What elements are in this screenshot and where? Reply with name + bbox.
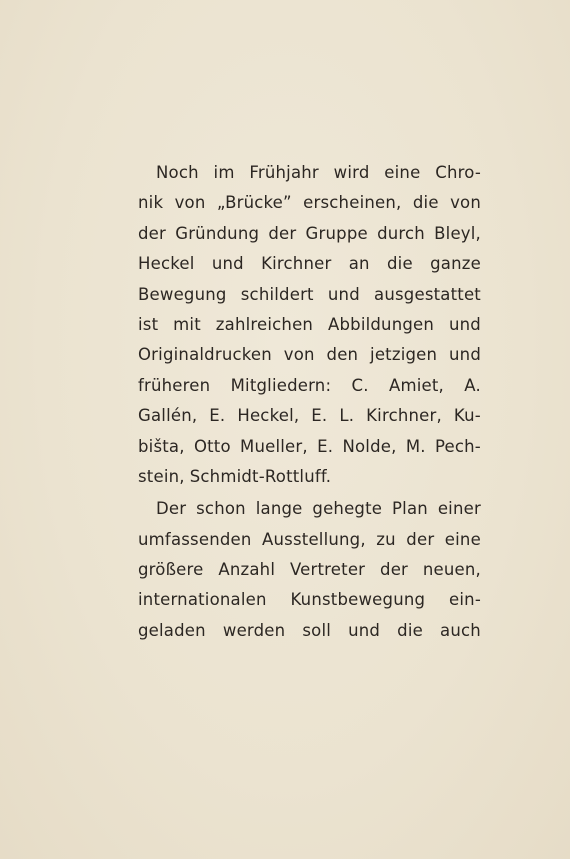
word: internationalen (138, 590, 267, 610)
word: E. (317, 436, 334, 456)
word: geladen (138, 620, 206, 640)
word: der (268, 223, 297, 243)
word: Anzahl (218, 560, 276, 580)
word: von (283, 345, 315, 365)
word: bišta, (138, 436, 185, 456)
word: Originaldrucken (138, 345, 272, 365)
text-line (138, 280, 481, 310)
word: Gründung (175, 223, 260, 243)
word: die (397, 620, 423, 640)
word: der (380, 560, 409, 580)
paragraph-1 (138, 158, 481, 492)
word: E. (209, 406, 226, 426)
word: Kirchner (261, 254, 332, 274)
word: Gallén, (138, 406, 198, 426)
word: Kirchner, (366, 406, 442, 426)
text-line (138, 249, 481, 279)
word: Heckel, (237, 406, 300, 426)
word: gehegte (312, 499, 383, 519)
word: schildert (240, 284, 314, 304)
word: stein, (138, 466, 185, 486)
word: neuen, (422, 560, 481, 580)
paragraph-2 (138, 494, 481, 646)
word: A. (464, 375, 481, 395)
word: Bewegung (138, 284, 227, 304)
word: wird (333, 163, 370, 182)
word: Plan (392, 499, 428, 519)
word: die (412, 193, 439, 213)
word: von (450, 193, 481, 213)
word: werden (222, 620, 286, 640)
word: Vertreter (289, 560, 366, 580)
text-line (138, 616, 481, 646)
word: eine (444, 529, 481, 549)
word: Mitgliedern: (230, 375, 332, 395)
word: zahlreichen (215, 314, 314, 334)
text-line (138, 340, 481, 370)
word: „Brücke” (216, 193, 292, 213)
text-line (138, 219, 481, 249)
word: ein- (449, 590, 481, 610)
word: Noch (156, 163, 199, 182)
word: im (213, 163, 235, 182)
body-text (138, 158, 481, 646)
word: L. (339, 406, 355, 426)
word: Amiet, (388, 375, 444, 395)
text-line (138, 585, 481, 615)
word: Abbildungen (327, 314, 435, 334)
word: eine (384, 163, 421, 182)
word: einer (437, 499, 481, 519)
word: Heckel (138, 254, 195, 274)
word: zu (376, 529, 396, 549)
word: jetzigen (370, 345, 438, 365)
word: und (327, 284, 360, 304)
word: C. (351, 375, 369, 395)
word: und (348, 620, 381, 640)
word: Ausstellung, (262, 529, 366, 549)
word: lange (255, 499, 303, 519)
word: größere (138, 560, 204, 580)
word: Otto (193, 436, 231, 456)
text-line (138, 432, 481, 462)
word: M. (405, 436, 426, 456)
text-line (138, 188, 481, 218)
text-line (138, 401, 481, 431)
text-line (138, 371, 481, 401)
text-line (138, 310, 481, 340)
word: und (211, 254, 244, 274)
word: Gruppe (305, 223, 368, 243)
word: Schmidt-Rottluff. (189, 466, 332, 486)
word: Ku- (453, 406, 481, 426)
word: früheren (138, 375, 211, 395)
word: und (449, 345, 481, 365)
word: der (138, 223, 167, 243)
word: Frühjahr (249, 163, 319, 182)
word: E. (311, 406, 328, 426)
word: ausgestattet (374, 284, 481, 304)
word: der (406, 529, 435, 549)
text-line (138, 462, 481, 492)
word: Mueller, (240, 436, 308, 456)
word: Nolde, (342, 436, 397, 456)
word: auch (440, 620, 481, 640)
word: schon (196, 499, 246, 519)
word: Bleyl, (434, 223, 481, 243)
text-line (138, 494, 481, 524)
word: an (348, 254, 370, 274)
word: ist (138, 314, 159, 334)
word: Der (156, 499, 187, 519)
word: erscheinen, (303, 193, 402, 213)
word: Kunstbewegung (290, 590, 426, 610)
word: von (174, 193, 206, 213)
word: den (326, 345, 359, 365)
word: mit (173, 314, 201, 334)
text-line (138, 555, 481, 585)
word: durch (377, 223, 425, 243)
text-line (138, 525, 481, 555)
text-line (138, 158, 481, 188)
word: die (387, 254, 413, 274)
word: Pech- (434, 436, 481, 456)
word: und (448, 314, 481, 334)
word: soll (302, 620, 332, 640)
word: ganze (430, 254, 481, 274)
word: umfassenden (138, 529, 252, 549)
word: nik (138, 193, 164, 213)
word: Chro- (435, 163, 481, 182)
